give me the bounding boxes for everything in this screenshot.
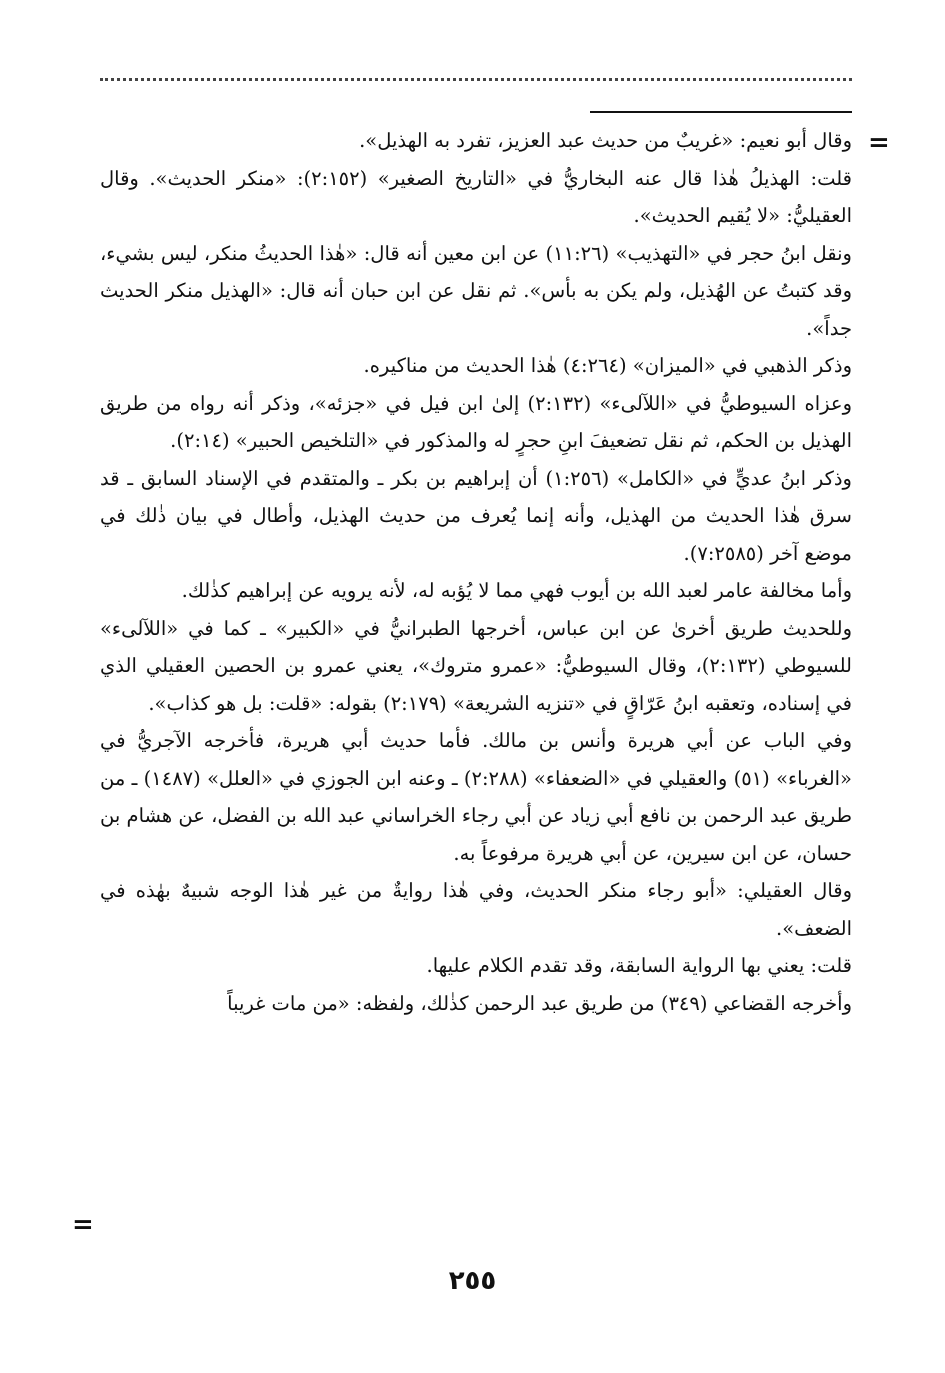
continuation-mark-bottom: =	[72, 1210, 94, 1240]
paragraph: قلت: يعني بها الرواية السابقة، وقد تقدم الكلام عليها.	[426, 954, 852, 977]
paragraph: ونقل ابنُ حجر في «التهذيب» (١١:٢٦) عن ابن معين أنه قال: «هٰذا الحديثُ منكر، ليس بشيء، وقد كتبتُ عن الهُذيل، ولم يكن به بأس». ثم نقل عن ابن حبان أنه قال: «الهذيل منكر الحديث جداً».	[100, 241, 852, 340]
page-number: ٢٥٥	[448, 1266, 497, 1296]
paragraph: وللحديث طريق أخرىٰ عن ابن عباس، أخرجها الطبرانيُّ في «الكبير» ـ كما في «اللآلىء» للسيوطي (٢:١٣٢)، وقال السيوطيُّ: «عمرو متروك»، يعني عمرو بن الحصين العقيلي الذي في إسناده، وتعقبه ابنُ عَرّاقٍ في «تنزيه الشريعة» (٢:١٧٩) بقوله: «قلت: بل هو كذاب».	[100, 616, 852, 715]
paragraph: وأخرجه القضاعي (٣٤٩) من طريق عبد الرحمن كذٰلك، ولفظه: «من مات غريباً	[227, 991, 852, 1015]
continuation-mark-top: =	[868, 128, 890, 158]
paragraph: وفي الباب عن أبي هريرة وأنس بن مالك. فأما حديث أبي هريرة، فأخرجه الآجريُّ في «الغرباء» (٥١) والعقيلي في «الضعفاء» (٢:٢٨٨) ـ وعنه ابن الجوزي في «العلل» (١٤٨٧) ـ من طريق عبد الرحمن بن نافع أبي زياد عن أبي رجاء الخراساني عبد الله بن الفضل، عن هشام بن حسان، عن ابن سيرين، عن أبي هريرة مرفوعاً به.	[100, 729, 852, 865]
header-dotted-rule	[100, 78, 852, 81]
paragraph: وذكر الذهبي في «الميزان» (٤:٢٦٤) هٰذا الحديث من مناكيره.	[363, 354, 852, 377]
paragraph: وقال العقيلي: «أبو رجاء منكر الحديث، وفي هٰذا روايةٌ من غير هٰذا الوجه شبيهٌ بهٰذه في الضعف».	[100, 879, 852, 940]
paragraph: وذكر ابنُ عديٍّ في «الكامل» (١:٢٥٦) أن إبراهيم بن بكر ـ والمتقدم في الإسناد السابق ـ قد سرق هٰذا الحديث من الهذيل، وأنه إنما يُعرف من حديث الهذيل، وأطال في بيان ذٰلك في موضع آخر (٧:٢٥٨٥).	[100, 466, 852, 565]
paragraph: قلت: الهذيلُ هٰذا قال عنه البخاريُّ في «التاريخ الصغير» (٢:١٥٢): «منكر الحديث». وقال العقيليُّ: «لا يُقيم الحديث».	[100, 166, 852, 227]
header-solid-rule	[590, 111, 852, 113]
paragraph: وقال أبو نعيم: «غريبٌ من حديث عبد العزيز، تفرد به الهذيل».	[359, 129, 852, 152]
page-body	[100, 122, 852, 1022]
paragraph: وعزاه السيوطيُّ في «اللآلىء» (٢:١٣٢) إلىٰ ابن فيل في «جزئه»، وذكر أنه رواه من طريق الهذيل بن الحكم، ثم نقل تضعيفَ ابنِ حجرٍ له والمذكور في «التلخيص الحبير» (٢:١٤).	[100, 391, 852, 452]
paragraph: وأما مخالفة عامر لعبد الله بن أيوب فهي مما لا يُؤبه له، لأنه يرويه عن إبراهيم كذٰلك.	[181, 579, 852, 602]
